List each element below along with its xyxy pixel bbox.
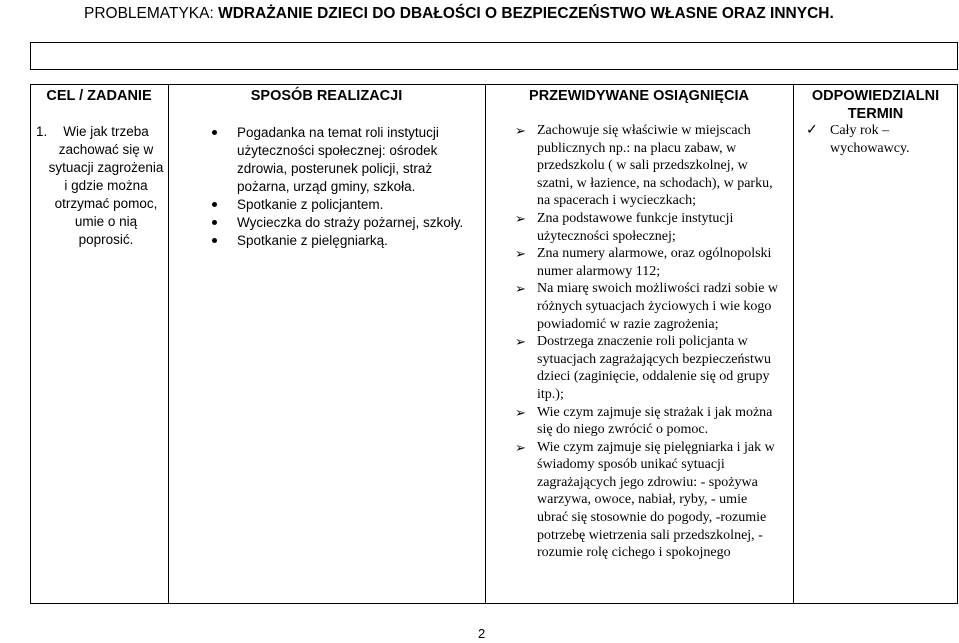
- column-divider: [793, 84, 794, 604]
- osiagniecia-item: ➢ Wie czym zajmuje się strażak i jak można się do niego zwrócić o pomoc.: [515, 404, 773, 438]
- sposob-item: Spotkanie z policjantem.: [212, 196, 474, 214]
- column-divider: [168, 84, 169, 604]
- page-number: 2: [478, 626, 486, 641]
- header-osiagniecia: PRZEWIDYWANE OSIĄGNIĘCIA: [529, 88, 749, 104]
- odpowiedzialni-item: ✓ Cały rok – wychowawcy.: [806, 123, 910, 156]
- arrowhead-bullet-icon: ➢: [515, 439, 526, 455]
- header-odpowiedzialni: ODPOWIEDZIALNI: [811, 88, 940, 104]
- arrowhead-bullet-icon: ➢: [515, 210, 526, 226]
- header-sposob: SPOSÓB REALIZACJI: [250, 88, 403, 104]
- document-title: [84, 5, 834, 23]
- osiagniecia-item: ➢ Wie czym zajmuje się pielęgniarka i jak w świadomy sposób unikać sytuacji zagrażających jego zdrowiu: - spożywa warzywa, owoce, nabiał, ryby, - umie ubrać się stosownie do pogody, -rozumie potrzebę wietrzenia sali przedszkolnej, - rozumie rolę cichego i spokojnego: [515, 439, 775, 561]
- cel-number: 1.: [36, 124, 48, 139]
- osiagniecia-item: ➢ Zachowuje się właściwie w miejscach publicznych np.: na placu zabaw, w przedszkolu ( w sali przedszkolnej, w szatni, w łazience, na schodach), w parku, na spacerach i wycieczkach;: [515, 123, 773, 209]
- checkmark-bullet-icon: ✓: [806, 123, 818, 138]
- header-termin: TERMIN: [847, 106, 904, 122]
- arrowhead-bullet-icon: ➢: [515, 246, 526, 262]
- sposob-item: Wycieczka do straży pożarnej, szkoły.: [212, 214, 474, 232]
- osiagniecia-item: ➢ Dostrzega znaczenie roli policjanta w sytuacjach zagrażających bezpieczeństwu dzieci (zaginięcie, oddalenie się od grupy itp.);: [515, 334, 771, 402]
- osiagniecia-list: [515, 122, 780, 562]
- arrowhead-bullet-icon: ➢: [515, 123, 526, 138]
- arrowhead-bullet-icon: ➢: [515, 281, 526, 297]
- sposob-list: [212, 124, 474, 250]
- plan-table: [30, 84, 958, 604]
- osiagniecia-item: ➢ Zna podstawowe funkcje instytucji użyteczności społecznej;: [515, 210, 734, 244]
- header-cel: CEL / ZADANIE: [46, 88, 152, 104]
- osiagniecia-item: ➢ Na miarę swoich możliwości radzi sobie w różnych sytuacjach życiowych i wie kogo powiadomić w razie zagrożenia;: [515, 281, 779, 332]
- osiagniecia-item: ➢ Zna numery alarmowe, oraz ogólnopolski numer alarmowy 112;: [515, 246, 772, 279]
- sposob-item: Spotkanie z pielęgniarką.: [212, 232, 474, 250]
- odpowiedzialni-list: [806, 122, 956, 157]
- title-prefix: PROBLEMATYKA:: [84, 5, 219, 22]
- column-divider: [485, 84, 486, 604]
- arrowhead-bullet-icon: ➢: [515, 334, 526, 350]
- sposob-item: Pogadanka na temat roli instytucji użyteczności społecznej: ośrodek zdrowia, posterunek policji, straż pożarna, urząd gminy, szkoła.: [212, 124, 474, 196]
- arrowhead-bullet-icon: ➢: [515, 404, 526, 420]
- empty-frame: [30, 42, 958, 70]
- title-topic: WDRAŻANIE DZIECI DO DBAŁOŚCI O BEZPIECZEŃSTWO WŁASNE ORAZ INNYCH.: [218, 5, 834, 22]
- cel-text: Wie jak trzeba zachować się w sytuacji zagrożenia i gdzie można otrzymać pomoc, umie o nią poprosić.: [48, 124, 164, 247]
- cel-cell: [36, 123, 164, 249]
